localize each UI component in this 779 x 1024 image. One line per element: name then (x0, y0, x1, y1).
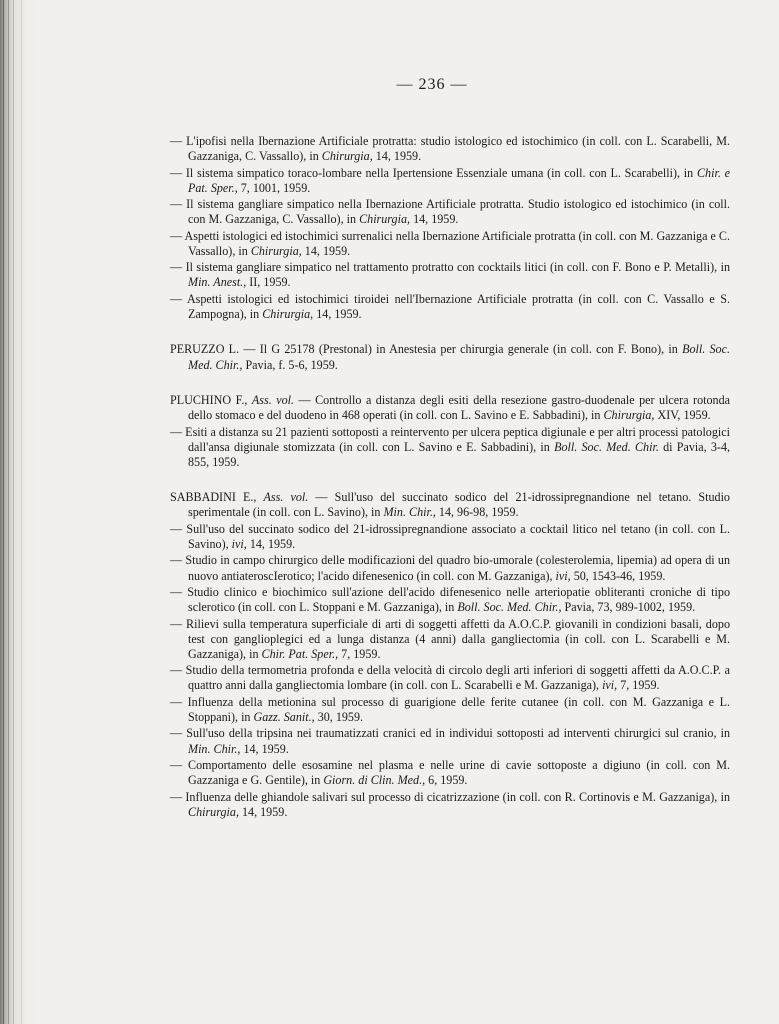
bibliography-entry: — Aspetti istologici ed istochimici tiroidei nell'Ibernazione Artificiale protratta (in coll. con C. Vassallo e S. Zampogna), in Chirurgia, 14, 1959. (170, 291, 730, 321)
bibliography-entry: — Studio clinico e biochimico sull'azione dell'acido difenesenico nelle arteriopatie obliteranti croniche di tipo sclerotico (in coll. con L. Stoppani e M. Gazzaniga), in Boll. Soc. Med. Chir., Pavia, 73, 989-1002, 1959. (170, 585, 730, 615)
scanned-binding-edge (0, 0, 40, 1024)
journal-title: Min. Chir., (383, 505, 436, 520)
journal-title: Min. Chir., (188, 741, 241, 756)
bibliography-section (170, 490, 730, 819)
bibliography-entry: — Rilievi sulla temperatura superficiale di arti di soggetti affetti da A.O.C.P. giovanili in condizioni basali, dopo test con ganglioplegici ed a lunga distanza (4 anni) dalla gangliectomia (in coll. con L. Scarabelli e M. Gazzaniga), in Chir. Pat. Sper., 7, 1959. (170, 616, 730, 661)
bibliography-entry: — Comportamento delle esosamine nel plasma e nelle urine di cavie sottoposte a digiuno (in coll. con M. Gazzaniga e G. Gentile), in Giorn. di Clin. Med., 6, 1959. (170, 758, 730, 788)
bibliography-entry: — Studio della termometria profonda e della velocità di circolo degli arti inferiori di soggetti affetti da A.O.C.P. a quattro anni dalla gangliectomia lombare (in coll. con L. Scarabelli e M. Gazzaniga), ivi, 7, 1959. (170, 663, 730, 693)
bibliography-list (170, 134, 730, 821)
journal-title: ivi, (555, 568, 571, 583)
bibliography-entry: — Sull'uso del succinato sodico del 21-idrossipregnandione associato a cocktail litico nel tetano (in coll. con L. Savino), ivi, 14, 1959. (170, 521, 730, 551)
journal-title: ivi, (602, 678, 618, 693)
bibliography-section (170, 134, 730, 322)
bibliography-entry: — Aspetti istologici ed istochimici surrenalici nella Ibernazione Artificiale protratta (in coll. con M. Gazzaniga e C. Vassallo), in Chirurgia, 14, 1959. (170, 228, 730, 258)
bibliography-entry: SABBADINI E., Ass. vol. — Sull'uso del succinato sodico del 21-idrossipregnandione nel tetano. Studio sperimentale (in coll. con L. Savino), in Min. Chir., 14, 96-98, 1959. (170, 490, 730, 520)
journal-title: Giorn. di Clin. Med., (323, 773, 426, 788)
journal-title: Min. Anest., (188, 275, 247, 290)
bibliography-entry: — L'ipofisi nella Ibernazione Artificiale protratta: studio istologico ed istochimico (in coll. con L. Scarabelli, M. Gazzaniga, C. Vassallo), in Chirurgia, 14, 1959. (170, 134, 730, 164)
bibliography-entry: — Influenza delle ghiandole salivari sul processo di cicatrizzazione (in coll. con R. Cortinovis e M. Gazzaniga), in Chirurgia, 14, 1959. (170, 789, 730, 819)
bibliography-entry: — Il sistema simpatico toraco-lombare nella Ipertensione Essenziale umana (in coll. con L. Scarabelli), in Chir. e Pat. Sper., 7, 1001, 1959. (170, 165, 730, 195)
journal-title: Boll. Soc. Med. Chir., (188, 342, 730, 372)
journal-title: ivi, (231, 536, 247, 551)
bibliography-entry: — Esiti a distanza su 21 pazienti sottoposti a reintervento per ulcera peptica digiunale e per altri processi patologici dall'ansa digiunale stomizzata (in coll. con L. Savino e E. Sabbadini), in Boll. Soc. Med. Chir. di Pavia, 3-4, 855, 1959. (170, 424, 731, 469)
journal-title: Chir. Pat. Sper., (261, 646, 339, 661)
journal-title: Boll. Soc. Med. Chir., (457, 600, 562, 615)
bibliography-entry: — Il sistema gangliare simpatico nella Ibernazione Artificiale protratta. Studio istologico ed istochimico (in coll. con M. Gazzaniga, C. Vassallo), in Chirurgia, 14, 1959. (170, 197, 730, 227)
bibliography-entry: — Influenza della metionina sul processo di guarigione delle ferite cutanee (in coll. con M. Gazzaniga e L. Stoppani), in Gazz. Sanit., 30, 1959. (170, 694, 730, 724)
bibliography-section (170, 393, 730, 470)
journal-title: Chirurgia, (188, 804, 239, 819)
journal-title: Chirurgia, (321, 149, 373, 164)
section-gap (170, 374, 730, 393)
journal-title: Chirurgia, (359, 212, 411, 227)
journal-title: Chirurgia, (250, 243, 302, 258)
journal-title: Chirurgia, (603, 408, 655, 423)
bibliography-entry: — Sull'uso della tripsina nei traumatizzati cranici ed in individui sottoposti ad interventi chirurgici sul cranio, in Min. Chir., 14, 1959. (170, 726, 730, 756)
journal-title: Ass. vol. (263, 490, 309, 505)
page-number: — 236 — (396, 76, 468, 93)
bibliography-section (170, 342, 730, 372)
bibliography-entry: — Il sistema gangliare simpatico nel trattamento protratto con cocktails litici (in coll. con F. Bono e P. Metalli), in Min. Anest., II, 1959. (170, 260, 730, 290)
journal-title: Ass. vol. (251, 393, 295, 408)
bibliography-entry: — Studio in campo chirurgico delle modificazioni del quadro bio-umorale (colesterolemia, lipemia) ad opera di un nuovo antiateroscIerotico; l'acido difenesenico (in coll. con M. Gazzaniga), ivi, 50, 1543-46, 1959. (170, 553, 730, 583)
bibliography-entry: PLUCHINO F., Ass. vol. — Controllo a distanza degli esiti della resezione gastro-duodenale per ulcera rotonda dello stomaco e del duodeno in 468 operati (in coll. con L. Savino e E. Sabbadini), in Chirurgia, XIV, 1959. (170, 393, 730, 423)
section-gap (170, 323, 730, 342)
journal-title: Chir. e Pat. Sper., (188, 165, 730, 195)
section-gap (170, 471, 730, 490)
journal-title: Gazz. Sanit., (253, 709, 315, 724)
journal-title: Chirurgia, (262, 306, 314, 321)
journal-title: Boll. Soc. Med. Chir. (554, 439, 659, 454)
bibliography-entry: PERUZZO L. — Il G 25178 (Prestonal) in Anestesia per chirurgia generale (in coll. con F. Bono), in Boll. Soc. Med. Chir., Pavia, f. 5-6, 1959. (170, 342, 730, 372)
